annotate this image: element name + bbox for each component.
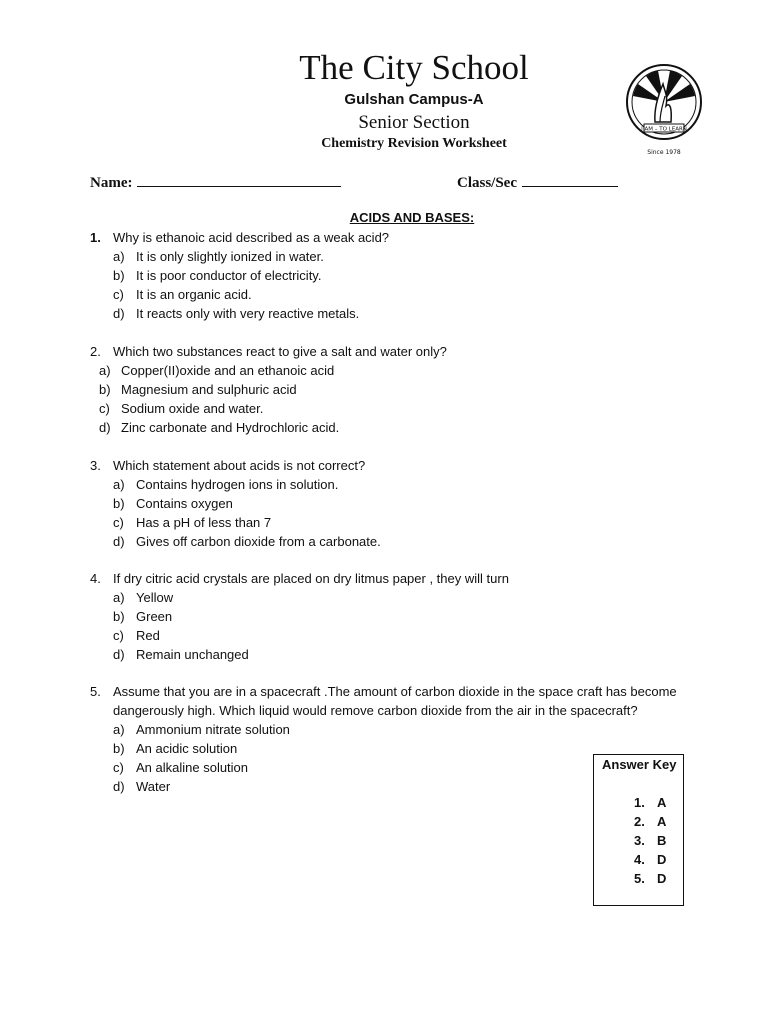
question-number: 1. [90, 230, 101, 245]
answer-letter: B [657, 833, 667, 848]
class-blank-line[interactable] [522, 172, 618, 187]
option-text: Magnesium and sulphuric acid [121, 382, 297, 397]
option-label: c) [99, 401, 110, 416]
option-label: c) [113, 760, 124, 775]
option-label: d) [113, 647, 125, 662]
option-text: An alkaline solution [136, 760, 249, 775]
option-label: c) [113, 287, 124, 302]
name-field-row [90, 172, 341, 192]
option-text: Green [136, 609, 173, 624]
option-label: b) [113, 496, 125, 511]
option-text: Contains oxygen [136, 496, 233, 511]
question-text: If dry citric acid crystals are placed on dry litmus paper , they will turn [113, 571, 509, 586]
section-name: Senior Section [358, 112, 470, 133]
question-text: Why is ethanoic acid described as a weak acid? [113, 230, 390, 245]
option-label: a) [113, 477, 125, 492]
answer-number: 4. [634, 852, 645, 867]
option-label: a) [113, 590, 125, 605]
option-label: d) [113, 534, 125, 549]
question-number: 5. [90, 684, 101, 699]
question-number: 2. [90, 344, 101, 359]
option-text: Red [136, 628, 160, 643]
answer-letter: D [657, 852, 667, 867]
question-text-line-2: dangerously high. Which liquid would remove carbon dioxide from the air in the spacecraft? [113, 703, 638, 718]
option-label: a) [99, 363, 111, 378]
answer-number: 2. [634, 814, 645, 829]
answer-key-box [593, 754, 684, 906]
logo-motto: I AM – TO LEARN [641, 126, 687, 133]
school-logo [624, 62, 704, 158]
option-text: Remain unchanged [136, 647, 249, 662]
option-text: Gives off carbon dioxide from a carbonate. [136, 534, 381, 549]
answer-letter: A [657, 795, 667, 810]
question-text-line-1: Assume that you are in a spacecraft .The amount of carbon dioxide in the space craft has become [113, 684, 677, 699]
option-text: It reacts only with very reactive metals. [136, 306, 360, 321]
option-text: It is only slightly ionized in water. [136, 249, 324, 264]
name-label: Name: [90, 175, 133, 191]
option-text: Zinc carbonate and Hydrochloric acid. [121, 420, 340, 435]
section-heading: ACIDS AND BASES: [349, 210, 475, 225]
question-1 [0, 228, 768, 328]
option-label: c) [113, 628, 124, 643]
question-number: 3. [90, 458, 101, 473]
option-label: c) [113, 515, 124, 530]
option-label: a) [113, 249, 125, 264]
worksheet-title: Chemistry Revision Worksheet [321, 136, 507, 151]
option-text: It is an organic acid. [136, 287, 252, 302]
option-label: d) [113, 306, 125, 321]
question-number: 4. [90, 571, 101, 586]
question-text: Which statement about acids is not correct? [113, 458, 366, 473]
question-4 [0, 569, 768, 669]
question-2 [0, 342, 768, 442]
option-label: b) [99, 382, 111, 397]
question-text: Which two substances react to give a salt and water only? [113, 344, 447, 359]
option-label: b) [113, 268, 125, 283]
option-label: b) [113, 741, 125, 756]
answer-key-title: Answer Key [602, 757, 677, 772]
option-text: An acidic solution [136, 741, 238, 756]
option-text: It is poor conductor of electricity. [136, 268, 322, 283]
option-label: a) [113, 722, 125, 737]
answer-number: 1. [634, 795, 645, 810]
name-blank-line[interactable] [137, 172, 341, 187]
option-text: Yellow [136, 590, 174, 605]
answer-letter: A [657, 814, 667, 829]
option-text: Copper(II)oxide and an ethanoic acid [121, 363, 335, 378]
option-label: d) [99, 420, 111, 435]
option-text: Water [136, 779, 171, 794]
class-field-row [457, 172, 618, 192]
class-label: Class/Sec [457, 175, 517, 191]
logo-since: Since 1978 [647, 149, 681, 156]
school-name: The City School [299, 48, 529, 87]
option-label: b) [113, 609, 125, 624]
answer-number: 5. [634, 871, 645, 886]
option-label: d) [113, 779, 125, 794]
option-text: Contains hydrogen ions in solution. [136, 477, 339, 492]
option-text: Sodium oxide and water. [121, 401, 264, 416]
campus-name: Gulshan Campus-A [344, 91, 484, 108]
answer-letter: D [657, 871, 667, 886]
question-3 [0, 456, 768, 556]
answer-number: 3. [634, 833, 645, 848]
option-text: Ammonium nitrate solution [136, 722, 290, 737]
option-text: Has a pH of less than 7 [136, 515, 272, 530]
